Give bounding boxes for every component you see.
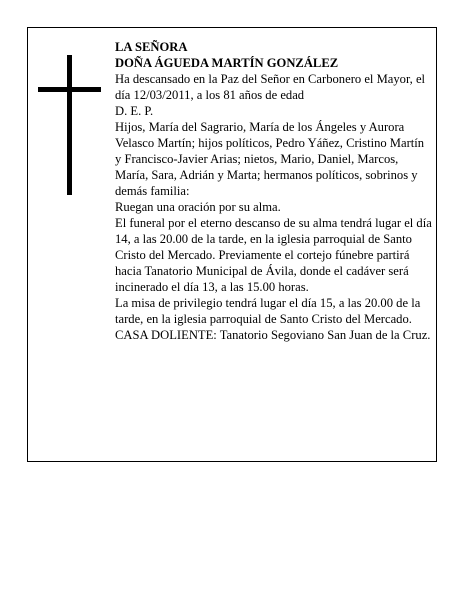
prayer-request: Ruegan una oración por su alma. (115, 200, 281, 214)
family-list: Hijos, María del Sagrario, María de los Ángeles y Aurora Velasco Martín; hijos políticos, Pedro Yáñez, Cristino Martín y Francisco-Javier Arias; nietos, Mario, Daniel, Marcos, María, Sara, Adrián y Marta; hermanos políticos, sobrinos y demás familia: (115, 120, 425, 198)
funeral-details: El funeral por el eterno descanso de su alma tendrá lugar el día 14, a las 20.00 de la tarde, en la iglesia parroquial de Santo Cristo del Mercado. Previamente el cortejo fúnebre partirá hacia Tanatorio Municipal de Ávila, donde el cadáver será incinerado el día 13, a las 15.00 horas. (115, 216, 432, 294)
mass-details: La misa de privilegio tendrá lugar el día 15, a las 20.00 de la tarde, en la iglesia parroquial de Santo Cristo del Mercado. (115, 296, 421, 326)
notice-text (115, 39, 433, 343)
cross-icon (67, 55, 72, 195)
notice-title-line-2: DOÑA ÁGUEDA MARTÍN GONZÁLEZ (115, 56, 339, 70)
rip-abbreviation: D. E. P. (115, 104, 154, 118)
notice-title-line-1: LA SEÑORA (115, 40, 188, 54)
mourning-house: CASA DOLIENTE: Tanatorio Segoviano San Juan de la Cruz. (115, 328, 431, 342)
death-announcement: Ha descansado en la Paz del Señor en Carbonero el Mayor, el día 12/03/2011, a los 81 años de edad (115, 72, 426, 102)
cross-icon-arm (38, 87, 101, 92)
obituary-notice (27, 27, 437, 462)
